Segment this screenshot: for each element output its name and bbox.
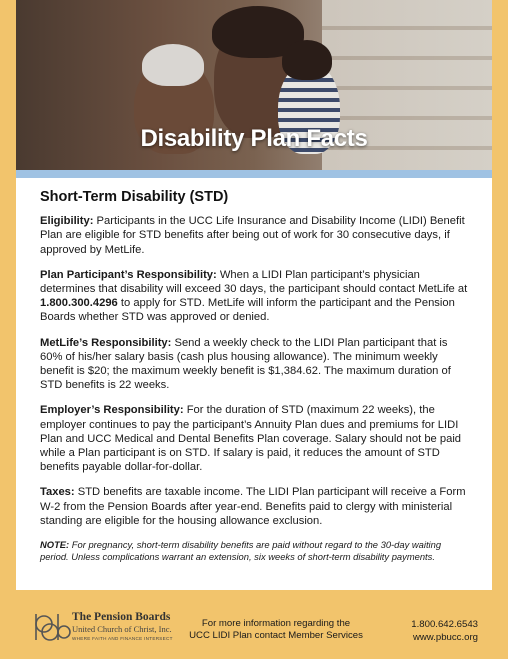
taxes-paragraph bbox=[40, 485, 468, 528]
metlife-label: MetLife’s Responsibility: bbox=[40, 336, 172, 349]
note-text: For pregnancy, short-term disability benefits are paid without regard to the 30-day waiting period. Unless complications warrant an extension, six weeks of short-term disability payments. bbox=[40, 539, 442, 563]
participant-text-after: to apply for STD. MetLife will inform the participant and the Pension Boards whether STD was approved or denied. bbox=[40, 297, 455, 324]
grandmother-hair bbox=[142, 44, 204, 86]
page-title: Disability Plan Facts bbox=[140, 125, 368, 152]
footer-info-line2: UCC LIDI Plan contact Member Services bbox=[189, 630, 363, 642]
child-hair bbox=[282, 40, 332, 80]
content-panel bbox=[16, 178, 492, 590]
footer bbox=[16, 590, 492, 659]
eligibility-text: Participants in the UCC Life Insurance and Disability Income (LIDI) Benefit Plan are eligible for STD benefits after being out of work for 30 consecutive days, if approved by MetLife. bbox=[40, 215, 465, 256]
eligibility-label: Eligibility: bbox=[40, 215, 94, 228]
employer-text: For the duration of STD (maximum 22 weeks), the employer continues to pay the participant’s Annuity Plan dues and premiums for LIDI Plan and UCC Medical and Dental Benefits Plan coverage. Salary should not be paid while a Plan participant is on STD. If salary is paid, it reduces the amount of STD benefits payable dollar-for-dollar. bbox=[40, 404, 462, 474]
metlife-text: Send a weekly check to the LIDI Plan participant that is 60% of his/her salary basis (cash plus housing allowance). The minimum weekly benefit is $20; the maximum weekly benefit is $1,384.62. The maximum duration of STD benefits is 22 weeks. bbox=[40, 336, 451, 392]
eligibility-paragraph bbox=[40, 214, 468, 257]
participant-label: Plan Participant’s Responsibility: bbox=[40, 268, 217, 281]
footer-website-link[interactable]: www.pbucc.org bbox=[412, 632, 478, 643]
footer-info-line1: For more information regarding the bbox=[201, 618, 351, 629]
employer-paragraph bbox=[40, 403, 468, 474]
section-heading: Short-Term Disability (STD) bbox=[40, 189, 229, 205]
footer-phone[interactable]: 1.800.642.6543 bbox=[411, 619, 478, 630]
metlife-phone: 1.800.300.4296 bbox=[40, 297, 118, 310]
org-tagline: WHERE FAITH AND FINANCE INTERSECT bbox=[72, 636, 173, 641]
org-name: The Pension Boards bbox=[72, 611, 171, 623]
participant-text-before: When a LIDI Plan participant’s physician determines that disability will exceed 30 days, the participant should contact MetLife at bbox=[40, 268, 468, 296]
note-paragraph bbox=[40, 539, 468, 563]
metlife-paragraph bbox=[40, 336, 468, 393]
org-subtitle: United Church of Christ, Inc. bbox=[72, 624, 172, 634]
participant-paragraph bbox=[40, 268, 468, 325]
note-label: NOTE: bbox=[40, 539, 70, 551]
employer-label: Employer’s Responsibility: bbox=[40, 404, 184, 417]
taxes-label: Taxes: bbox=[40, 486, 75, 499]
footer-contact bbox=[411, 618, 478, 644]
pension-boards-logo-icon bbox=[30, 610, 72, 644]
footer-info bbox=[186, 618, 366, 643]
taxes-text: STD benefits are taxable income. The LIDI Plan participant will receive a Form W-2 from the Pension Boards after year-end. Benefits paid to clergy with ministerial standing are eligible for the housing allowance exclusion. bbox=[40, 486, 466, 527]
blue-divider-band bbox=[16, 170, 492, 178]
